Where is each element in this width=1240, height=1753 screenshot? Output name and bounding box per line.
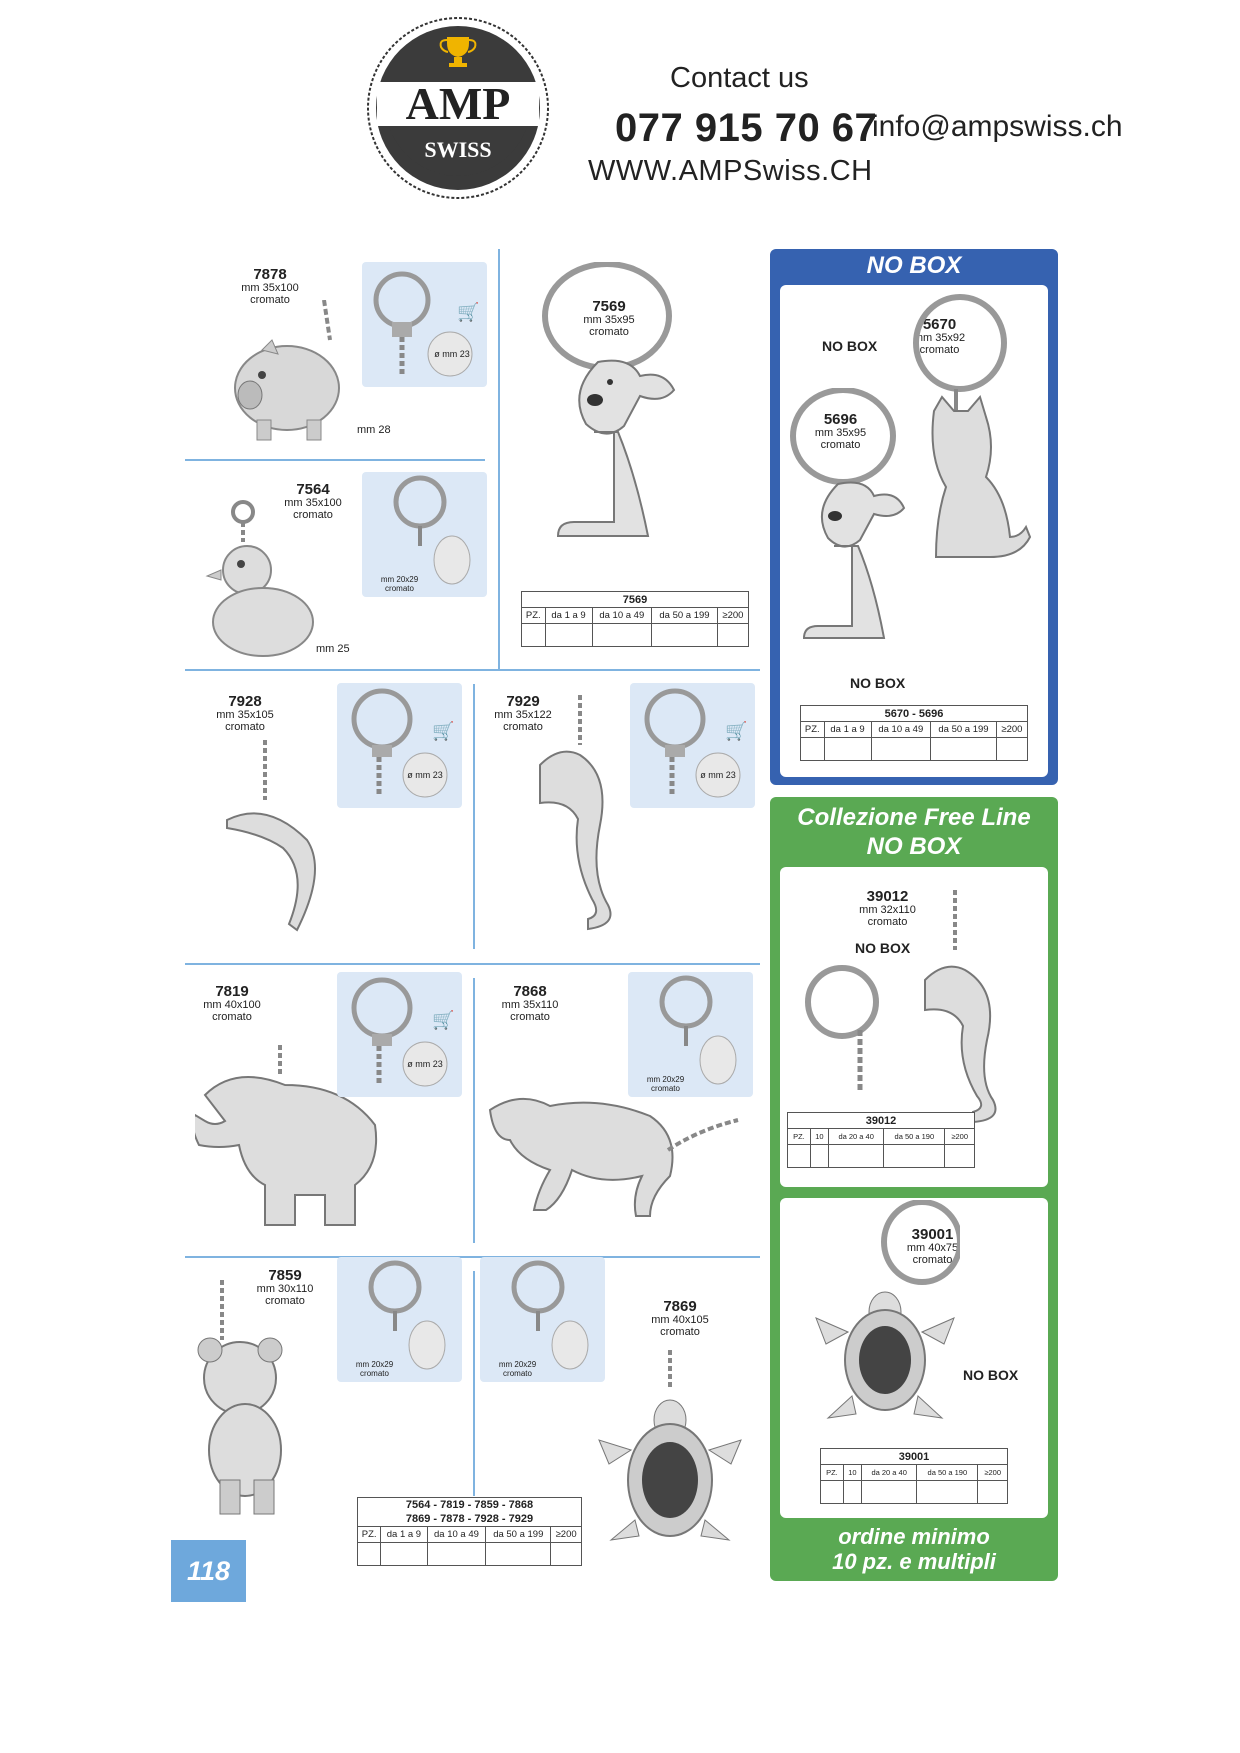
product-7928-ring-thumb	[337, 683, 462, 808]
product-5670-label: 5670 mm 35x92 cromato	[913, 316, 966, 356]
product-7878-dim: mm 28	[357, 424, 391, 436]
grid-divider	[185, 1256, 760, 1258]
product-7878-label: 7878 mm 35x100 cromato	[241, 266, 299, 306]
dolphin-keychain-image	[225, 740, 335, 940]
plate-size-label: mm 20x29 cromato	[380, 575, 419, 593]
product-39001-label: 39001 mm 40x75 cromato	[906, 1226, 959, 1266]
logo-text-swiss: SWISS	[424, 137, 492, 162]
coin-size-label: ø mm 23	[700, 770, 736, 780]
cart-icon[interactable]: 🛒	[725, 721, 748, 741]
price-table-39001: 39001 PZ. 10 da 20 a 40 da 50 a 190 ≥200	[820, 1448, 1008, 1504]
product-7819-ring-thumb	[337, 972, 462, 1097]
nobox-label-top: NO BOX	[822, 338, 878, 354]
product-7929-label: 7929 mm 35x122 cromato	[494, 693, 552, 733]
ring-chain-image	[800, 960, 890, 1100]
grid-divider	[473, 978, 475, 1243]
bull-keychain-image	[488, 1080, 743, 1240]
product-7869-label: 7869 mm 40x105 cromato	[651, 1298, 709, 1338]
duck-keychain-image	[205, 500, 325, 660]
freeline-panel-title: Collezione Free Line NO BOX	[797, 804, 1031, 860]
product-7929-ring-thumb	[630, 683, 755, 808]
amp-swiss-logo	[365, 15, 551, 201]
bear-keychain-image	[190, 1280, 305, 1520]
seahorse-keychain-image	[520, 695, 630, 935]
product-7859-label: 7859 mm 30x110 cromato	[256, 1267, 314, 1307]
dog-keychain-image	[788, 388, 948, 668]
coin-size-label: ø mm 23	[434, 349, 470, 359]
plate-size-label: mm 20x29 cromato	[355, 1360, 394, 1378]
plate-size-label: mm 20x29 cromato	[646, 1075, 685, 1093]
seahorse-keychain-image	[915, 890, 1035, 1125]
dog-keychain-image	[540, 262, 720, 582]
grid-divider	[185, 459, 485, 461]
page-number: 118	[171, 1540, 246, 1602]
coin-size-label: ø mm 23	[407, 1059, 443, 1069]
turtle-keychain-image	[595, 1350, 745, 1560]
cart-icon[interactable]: 🛒	[457, 302, 480, 322]
grid-divider	[185, 669, 760, 671]
plate-size-label: mm 20x29 cromato	[498, 1360, 537, 1378]
nobox-label-39001: NO BOX	[963, 1367, 1019, 1383]
product-7928-label: 7928 mm 35x105 cromato	[216, 693, 274, 733]
price-table-39012: 39012 PZ. 10 da 20 a 40 da 50 a 190 ≥200	[787, 1112, 975, 1168]
website-link[interactable]: WWW.AMPSwiss.CH	[588, 155, 873, 187]
grid-divider	[473, 684, 475, 949]
price-table-main: 7564 - 7819 - 7859 - 7868 7869 - 7878 - 7928 - 7929 PZ. da 1 a 9 da 10 a 49 da 50 a 199 ≥200	[357, 1497, 582, 1566]
product-7869-ring-thumb	[480, 1257, 605, 1382]
product-5696-label: 5696 mm 35x95 cromato	[814, 411, 867, 451]
product-7564-dim: mm 25	[316, 643, 350, 655]
price-table-5670-5696: 5670 - 5696 PZ. da 1 a 9 da 10 a 49 da 50 a 199 ≥200	[800, 705, 1028, 761]
product-39012-label: 39012 mm 32x110 cromato	[859, 888, 916, 928]
product-7859-ring-thumb	[337, 1257, 462, 1382]
nobox-label-39012: NO BOX	[855, 940, 911, 956]
email-address[interactable]: info@ampswiss.ch	[872, 110, 1123, 143]
price-table-7569: 7569 PZ. da 1 a 9 da 10 a 49 da 50 a 199 ≥200	[521, 591, 749, 647]
phone-number[interactable]: 077 915 70 67	[615, 106, 878, 150]
nobox-panel-title: NO BOX	[866, 252, 962, 279]
turtle-keychain-image	[810, 1200, 960, 1440]
product-7878-ring-thumb	[362, 262, 487, 387]
nobox-label-bottom: NO BOX	[850, 675, 906, 691]
logo-text-amp: AMP	[405, 78, 511, 129]
pig-keychain-image	[232, 300, 352, 450]
minimum-order-note: ordine minimo 10 pz. e multipli	[832, 1524, 996, 1574]
grid-divider	[185, 963, 760, 965]
cart-icon[interactable]: 🛒	[432, 1010, 455, 1030]
product-7564-label: 7564 mm 35x100 cromato	[284, 481, 342, 521]
product-7564-ring-thumb	[362, 472, 487, 597]
product-7868-label: 7868 mm 35x110 cromato	[501, 983, 559, 1023]
grid-divider	[473, 1271, 475, 1496]
cart-icon[interactable]: 🛒	[432, 721, 455, 741]
product-7819-label: 7819 mm 40x100 cromato	[203, 983, 261, 1023]
contact-title: Contact us	[670, 62, 809, 94]
product-7569-label: 7569 mm 35x95 cromato	[583, 298, 635, 338]
coin-size-label: ø mm 23	[407, 770, 443, 780]
product-7868-ring-thumb	[628, 972, 753, 1097]
grid-divider	[498, 249, 500, 669]
